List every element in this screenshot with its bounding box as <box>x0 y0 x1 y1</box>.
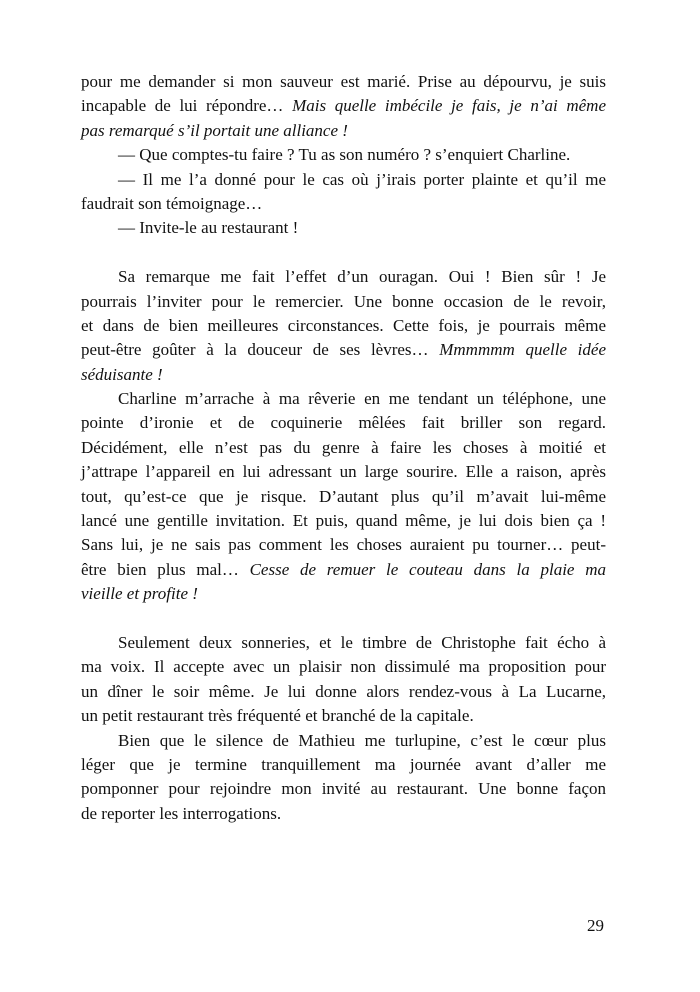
text-line: Seulement deux sonneries, et le timbre de Christophe fait écho à <box>118 632 606 652</box>
text-line: être bien plus mal… Cesse de remuer le couteau dans la plaie ma <box>81 559 606 579</box>
text-line: ma voix. Il accepte avec un plaisir non dissimulé ma proposition pour <box>81 657 606 677</box>
paragraph <box>81 631 606 729</box>
paragraph-gap <box>81 607 606 631</box>
dialogue-paragraph <box>81 168 606 217</box>
paragraph-gap <box>81 241 606 265</box>
text-line: un dîner le soir même. Je lui donne alors rendez-vous à La Lucarne, <box>81 681 606 701</box>
paragraph <box>81 70 606 143</box>
text-line: pomponner pour rejoindre mon invité au restaurant. Une bonne façon <box>81 779 606 799</box>
text-line: incapable de lui répondre… Mais quelle imbécile je fais, je n’ai même <box>81 96 606 116</box>
text-line: Sa remarque me fait l’effet d’un ouragan. Oui ! Bien sûr ! Je <box>118 267 606 287</box>
text-line: pointe d’ironie et de coquinerie mêlées fait briller son regard. <box>81 413 606 433</box>
text-line: pourrais l’inviter pour le remercier. Une bonne occasion de le revoir, <box>81 291 606 311</box>
text-line: vieille et profite ! <box>81 584 198 604</box>
text-line: et dans de bien meilleures circonstances. Cette fois, je pourrais même <box>81 315 606 335</box>
text-line: peut-être goûter à la douceur de ses lèvres… Mmmmmm quelle idée <box>81 340 606 360</box>
text-line: de reporter les interrogations. <box>81 803 282 823</box>
dialogue-paragraph <box>81 216 606 240</box>
text-line: — Que comptes-tu faire ? Tu as son numéro ? s’enquiert Charline. <box>118 145 571 165</box>
text-line: Décidément, elle n’est pas du genre à faire les choses à moitié et <box>81 437 606 457</box>
text-line: séduisante ! <box>81 364 163 384</box>
paragraph <box>81 729 606 827</box>
page-number: 29 <box>587 916 604 935</box>
text-line: Bien que le silence de Mathieu me turlupine, c’est le cœur plus <box>118 730 606 750</box>
text-line: Charline m’arrache à ma rêverie en me tendant un téléphone, une <box>118 389 606 409</box>
text-line: un petit restaurant très fréquenté et branché de la capitale. <box>81 706 474 726</box>
text-line: pas remarqué s’il portait une alliance ! <box>81 120 348 140</box>
text-line: Sans lui, je ne sais pas comment les choses auraient pu tourner… peut- <box>81 535 606 555</box>
text-line: — Invite-le au restaurant ! <box>118 218 299 238</box>
text-line: faudrait son témoignage… <box>81 193 263 213</box>
page-body <box>81 70 606 826</box>
text-line: tout, qu’est-ce que je risque. D’autant plus qu’il m’avait lui-même <box>81 486 606 506</box>
text-line: lancé une gentille invitation. Et puis, quand même, je lui dois bien ça ! <box>81 511 606 531</box>
dialogue-paragraph <box>81 143 606 167</box>
text-line: — Il me l’a donné pour le cas où j’irais porter plainte et qu’il me <box>118 169 606 189</box>
paragraph <box>81 265 606 387</box>
text-line: pour me demander si mon sauveur est marié. Prise au dépourvu, je suis <box>81 72 606 91</box>
text-line: léger que je termine tranquillement ma journée avant d’aller me <box>81 754 606 774</box>
paragraph <box>81 387 606 607</box>
text-line: j’attrape l’appareil en lui adressant un large sourire. Elle a raison, après <box>81 462 606 482</box>
